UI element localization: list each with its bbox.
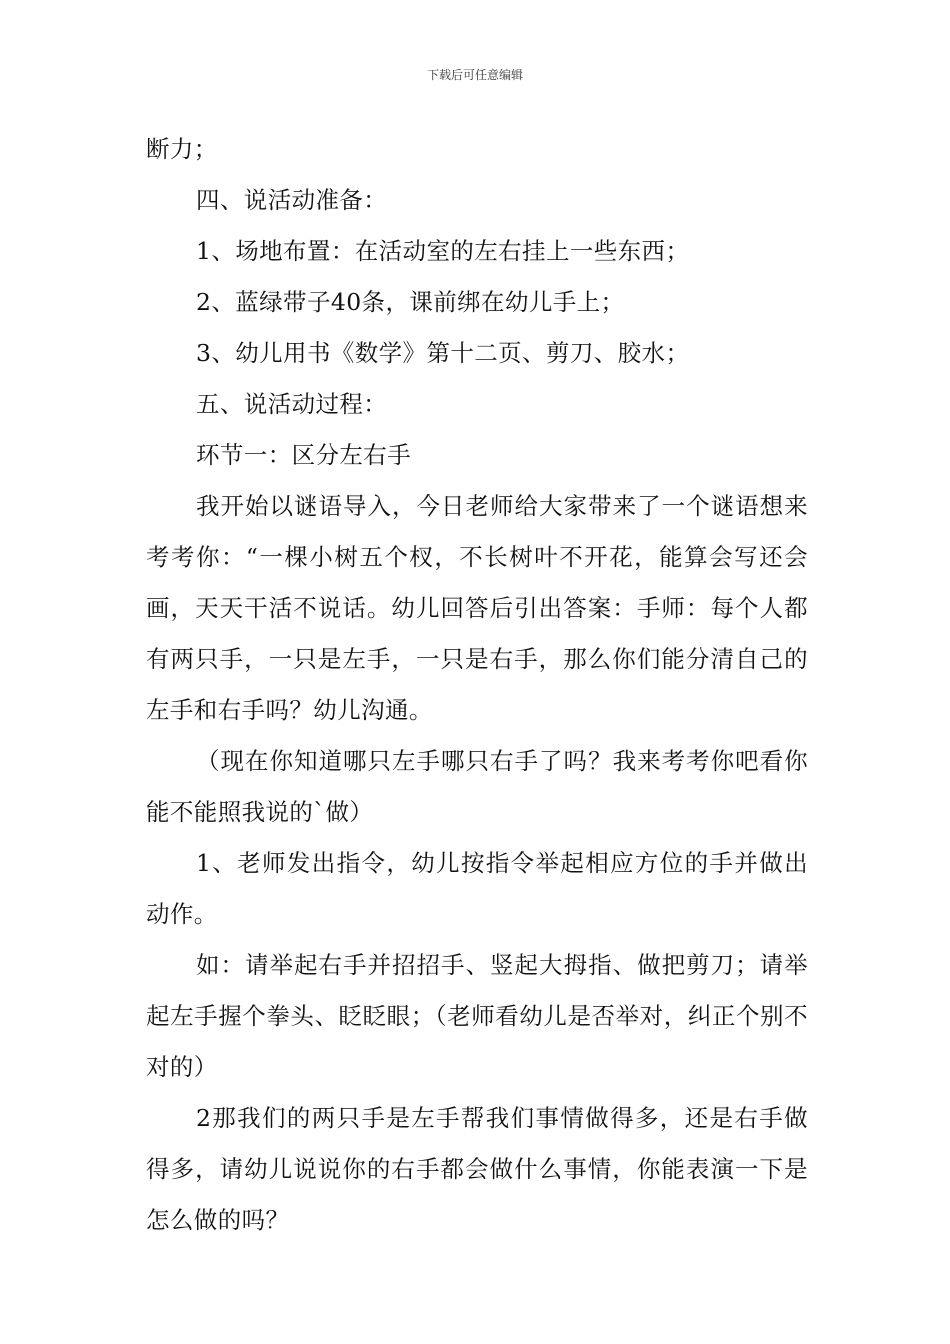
paragraph-4: 2、蓝绿带子40条，课前绑在幼儿手上； [196, 288, 625, 316]
paragraph-9: （现在你知道哪只左手哪只右手了吗？我来考考你吧看你能不能照我说的`做） [146, 747, 808, 826]
paragraph-11: 如：请举起右手并招招手、竖起大拇指、做把剪刀；请举起左手握个拳头、眨眨眼；（老师看幼儿是否举对，纠正个别不对的） [146, 951, 808, 1081]
paragraph-10: 1、老师发出指令，幼儿按指令举起相应方位的手并做出动作。 [146, 849, 808, 928]
page-header-note: 下载后可任意编辑 [426, 68, 523, 82]
paragraph-1: 断力； [146, 135, 218, 163]
paragraph-7: 环节一：区分左右手 [196, 441, 412, 469]
paragraph-8: 我开始以谜语导入，今日老师给大家带来了一个谜语想来考考你：“一棵小树五个杈，不长树叶不开花，能算会写还会画，天天干活不说话。幼儿回答后引出答案：手师：每个人都有两只手，一只是左手，一只是右手，那么你们能分清自己的左手和右手吗？幼儿沟通。 [146, 492, 808, 724]
paragraph-5: 3、幼儿用书《数学》第十二页、剪刀、胶水； [196, 339, 690, 367]
paragraph-12: 2那我们的两只手是左手帮我们事情做得多，还是右手做得多，请幼儿说说你的右手都会做什么事情，你能表演一下是怎么做的吗？ [146, 1104, 808, 1234]
document-body [146, 124, 808, 1246]
paragraph-2: 四、说活动准备： [196, 186, 388, 214]
paragraph-6: 五、说活动过程： [196, 390, 388, 418]
paragraph-3: 1、场地布置：在活动室的左右挂上一些东西； [196, 237, 690, 265]
